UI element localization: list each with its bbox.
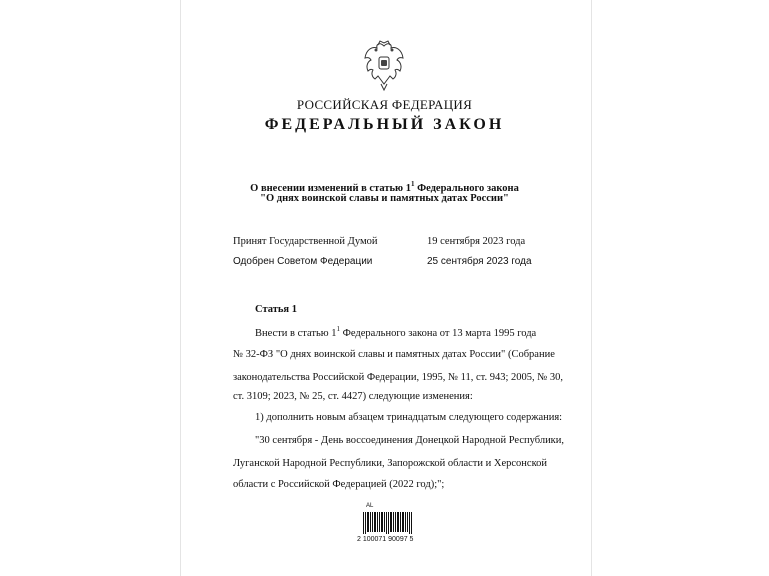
law-title-line-1: О внесении изменений в статью $1^1$ Федерального закона <box>250 180 519 194</box>
article-paragraph-1-line-1: Внести в статью $1^1$ Федерального закона от 13 марта 1995 года <box>255 325 537 339</box>
council-approval-date: 25 сентября 2023 года <box>427 256 532 267</box>
article-heading: Статья 1 <box>255 304 297 315</box>
article-paragraph-1-line-2: № 32-ФЗ "О днях воинской славы и памятных датах России" (Собрание <box>233 349 555 360</box>
article-paragraph-1-line-4: ст. 3109; 2023, № 25, ст. 4427) следующие изменения: <box>233 391 473 402</box>
superscript: 1 <box>410 180 415 188</box>
article-paragraph-3-line-1: "30 сентября - День воссоединения Донецкой Народной Республики, <box>255 435 565 446</box>
barcode-mark: AL <box>366 503 374 509</box>
document-type: ФЕДЕРАЛЬНЫЙ ЗАКОН <box>264 116 505 133</box>
russian-coat-of-arms-icon <box>362 40 406 92</box>
article-paragraph-1-line-3: законодательства Российской Федерации, 1995, № 11, ст. 943; 2005, № 30, <box>233 372 564 383</box>
article-paragraph-2: 1) дополнить новым абзацем тринадцатым следующего содержания: <box>255 412 563 423</box>
country-name: РОССИЙСКАЯ ФЕДЕРАЦИЯ <box>296 97 473 112</box>
council-approval-label: Одобрен Советом Федерации <box>233 256 373 267</box>
article-paragraph-3-line-3: области с Российской Федерацией (2022 год);"; <box>233 479 445 490</box>
duma-adoption-date: 19 сентября 2023 года <box>427 236 526 247</box>
barcode <box>363 512 413 534</box>
duma-adoption-label: Принят Государственной Думой <box>233 236 378 247</box>
barcode-number: 2 100071 90097 5 <box>357 536 414 543</box>
article-paragraph-3-line-2: Луганской Народной Республики, Запорожской области и Херсонской <box>233 458 548 469</box>
law-title-line-2: "О днях воинской славы и памятных датах России" <box>260 193 509 204</box>
